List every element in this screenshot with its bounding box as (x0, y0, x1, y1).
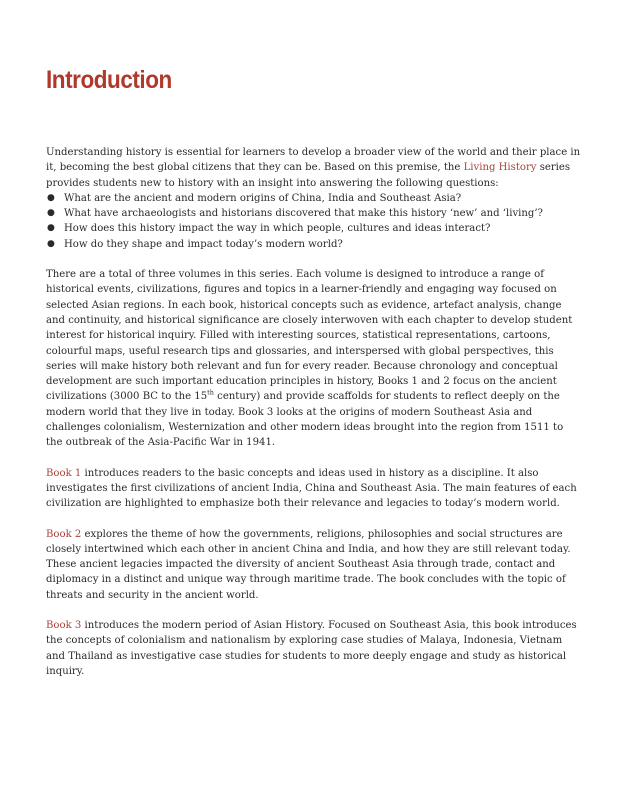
intro-text-start: Understanding history is essential for learners to develop a broader view of the world and their place in it, becoming the best global citizens that they can be. Based on this premise, the (46, 147, 581, 174)
list-item (46, 191, 582, 206)
paragraph-gap (46, 512, 582, 527)
book-1-paragraph (46, 466, 582, 512)
book-2-text: explores the theme of how the governments, religions, philosophies and social structures are closely intertwined which each other in ancient China and India, and how they are still relevant today. These ancient legacies impacted the diversity of ancient Southeast Asia through trade, contact and diplomacy in a distinct and unique way through maritime trade. The book concludes with the topic of threats and security in the ancient world. (46, 528, 571, 601)
paragraph-gap (46, 603, 582, 618)
overview-text-start: There are a total of three volumes in this series. Each volume is designed to introduce a range of historical events, civilizations, figures and topics in a learner-friendly and engaging way focused on selected Asian regions. In each book, historical concepts such as evidence, artefact analysis, change and continuity, and historical significance are closely interwoven with each chapter to develop student interest for historical inquiry. Filled with interesting sources, statistical representations, cartoons, colourful maps, useful research tips and glossaries, and interspersed with global perspectives, this series will make history both relevant and fun for every reader. Because chronology and conceptual development are such important education principles in history, Books 1 and 2 focus on the ancient civilizations (3000 BC to the 15 (46, 269, 573, 403)
list-item (46, 237, 582, 252)
bullet-icon: ● (47, 238, 55, 249)
book-3-text: introduces the modern period of Asian History. Focused on Southeast Asia, this book introduces the concepts of colonialism and nationalism by exploring case studies of Malaya, Indonesia, Vietnam and Thailand as investigative case studies for students to more deeply engage and study as historical inquiry. (46, 620, 577, 677)
book-2-paragraph (46, 527, 582, 603)
list-item (46, 206, 582, 221)
bullet-icon: ● (47, 223, 55, 234)
question-text: What have archaeologists and historians discovered that make this history ‘new’ and ‘living’? (64, 208, 543, 220)
bullet-icon: ● (47, 192, 55, 203)
page-title: Introduction (46, 66, 172, 94)
list-item (46, 221, 582, 236)
overview-paragraph (46, 267, 582, 451)
paragraph-gap (46, 451, 582, 466)
questions-list (46, 191, 582, 252)
intro-text-end: series provides students new to history with an insight into answering the following questions: (46, 162, 571, 189)
series-name: Living History (463, 162, 537, 174)
book-1-text: introduces readers to the basic concepts and ideas used in history as a discipline. It also investigates the first civilizations of ancient India, China and Southeast Asia. The main features of each civilization are highlighted to emphasize both their relevance and legacies to today’s modern world. (46, 467, 577, 510)
book-2-label: Book 2 (46, 528, 82, 540)
intro-paragraph (46, 145, 582, 191)
question-text: How do they shape and impact today’s modern world? (64, 238, 343, 250)
book-3-label: Book 3 (46, 620, 82, 632)
question-text: How does this history impact the way in which people, cultures and ideas interact? (64, 223, 491, 235)
overview-text-end: century) and provide scaffolds for students to reflect deeply on the modern world that they live in today. Book 3 looks at the origins of modern Southeast Asia and challenges colonialism, Westernization and other modern ideas brought into the region from 1511 to the outbreak of the Asia-Pacific War in 1941. (46, 391, 564, 449)
paragraph-gap (46, 252, 582, 267)
bullet-icon: ● (47, 208, 55, 219)
question-text: What are the ancient and modern origins of China, India and Southeast Asia? (64, 192, 462, 204)
document-body (46, 145, 582, 679)
book-1-label: Book 1 (46, 467, 82, 479)
book-3-paragraph (46, 618, 582, 679)
ordinal-superscript: th (207, 389, 214, 398)
